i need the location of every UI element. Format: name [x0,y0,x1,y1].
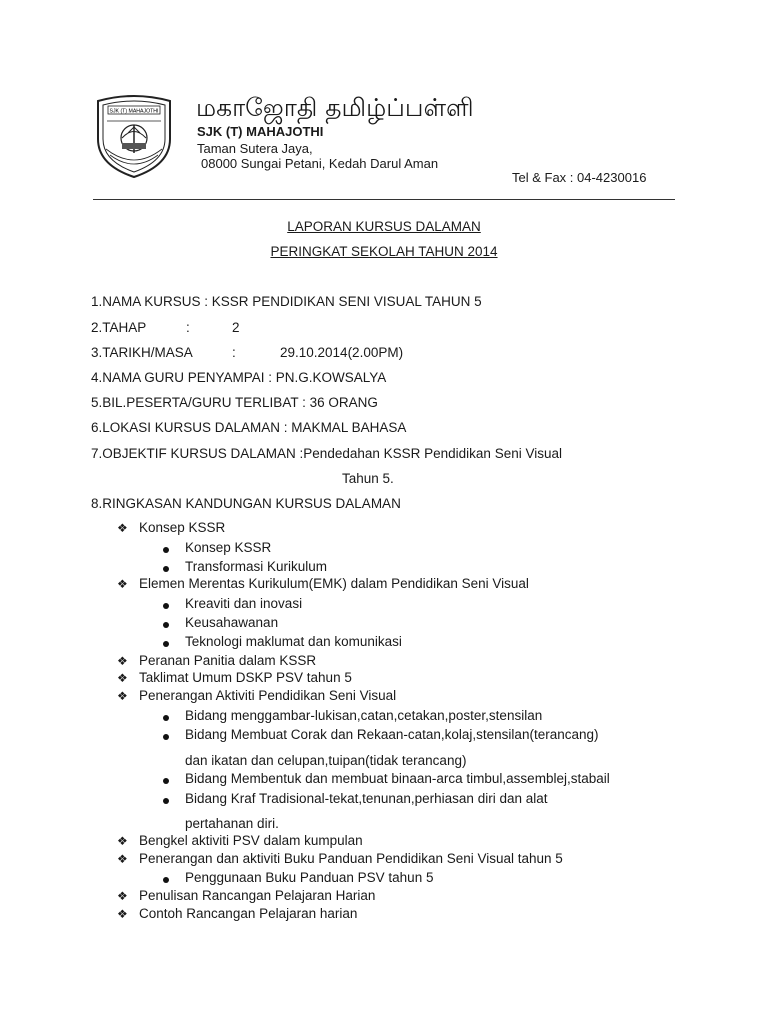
bullet-icon [163,622,169,628]
bullet-icon [163,798,169,804]
field-date-colon: : [232,345,236,360]
list-item: Contoh Rancangan Pelajaran harian [139,906,358,921]
list-item: Penulisan Rancangan Pelajaran Harian [139,888,376,903]
address-line-1: Taman Sutera Jaya, [197,141,313,156]
field-objective [91,446,562,461]
school-name-tamil: மகாஜோதி தமிழ்ப்பள்ளி [196,93,474,122]
list-subitem: Bidang menggambar-lukisan,catan,cetakan,poster,stensilan [185,708,543,723]
address-line-2: 08000 Sungai Petani, Kedah Darul Aman [201,156,439,171]
list-subitem: Bidang Membuat Corak dan Rekaan-catan,kolaj,stensilan(terancang) [185,727,599,742]
list-item: Peranan Panitia dalam KSSR [139,653,317,668]
report-subtitle: PERINGKAT SEKOLAH TAHUN 2014 [270,244,498,259]
bullet-icon [163,715,169,721]
field-level-label: 2.TAHAP [91,320,147,335]
bullet-icon [163,734,169,740]
diamond-bullet-icon: ❖ [117,889,128,903]
list-subitem: Bidang Kraf Tradisional-tekat,tenunan,perhiasan diri dan alat [185,791,548,806]
field-participants: 5.BIL.PESERTA/GURU TERLIBAT : 36 ORANG [91,395,378,410]
field-course-name: 1.NAMA KURSUS : KSSR PENDIDIKAN SENI VISUAL TAHUN 5 [91,294,482,309]
list-subitem-cont: pertahanan diri. [185,816,279,831]
header-divider [93,199,675,200]
list-subitem: Keusahawanan [185,615,279,630]
diamond-bullet-icon: ❖ [117,521,128,535]
diamond-bullet-icon: ❖ [117,671,128,685]
bullet-icon [163,877,169,883]
bullet-icon [163,778,169,784]
field-date-value: 29.10.2014(2.00PM) [280,345,404,360]
list-item: Konsep KSSR [139,520,226,535]
field-objective-cont: Tahun 5. [342,471,394,486]
field-date-label: 3.TARIKH/MASA [91,345,193,360]
field-summary-heading: 8.RINGKASAN KANDUNGAN KURSUS DALAMAN [91,496,401,511]
list-subitem: Transformasi Kurikulum [185,559,328,574]
field-objective-label: 7.OBJEKTIF KURSUS DALAMAN : [91,446,304,461]
school-crest-logo [92,93,176,179]
list-subitem: Teknologi maklumat dan komunikasi [185,634,402,649]
list-item: Bengkel aktiviti PSV dalam kumpulan [139,833,363,848]
diamond-bullet-icon: ❖ [117,689,128,703]
list-item: Penerangan Aktiviti Pendidikan Seni Visual [139,688,397,703]
diamond-bullet-icon: ❖ [117,577,128,591]
list-subitem: Bidang Membentuk dan membuat binaan-arca timbul,assemblej,stabail [185,771,610,786]
bullet-icon [163,641,169,647]
list-subitem-cont: dan ikatan dan celupan,tuipan(tidak terancang) [185,753,467,768]
logo-text: SJK (T) MAHAJOTHI [109,108,159,115]
list-item: Penerangan dan aktiviti Buku Panduan Pendidikan Seni Visual tahun 5 [139,851,563,866]
list-subitem: Konsep KSSR [185,540,272,555]
bullet-icon [163,603,169,609]
field-level-colon: : [186,320,190,335]
field-speaker: 4.NAMA GURU PENYAMPAI : PN.G.KOWSALYA [91,370,387,385]
list-subitem: Kreaviti dan inovasi [185,596,303,611]
field-location: 6.LOKASI KURSUS DALAMAN : MAKMAL BAHASA [91,420,407,435]
diamond-bullet-icon: ❖ [117,852,128,866]
diamond-bullet-icon: ❖ [117,834,128,848]
list-subitem: Penggunaan Buku Panduan PSV tahun 5 [185,870,434,885]
field-objective-value: Pendedahan KSSR Pendidikan Seni Visual [303,446,562,461]
tel-fax: Tel & Fax : 04-4230016 [512,170,647,185]
school-name: SJK (T) MAHAJOTHI [197,124,324,139]
diamond-bullet-icon: ❖ [117,654,128,668]
diamond-bullet-icon: ❖ [117,907,128,921]
list-item: Elemen Merentas Kurikulum(EMK) dalam Pendidikan Seni Visual [139,576,529,591]
bullet-icon [163,547,169,553]
field-level-value: 2 [232,320,240,335]
list-item: Taklimat Umum DSKP PSV tahun 5 [139,670,352,685]
report-title: LAPORAN KURSUS DALAMAN [287,219,481,234]
bullet-icon [163,566,169,572]
